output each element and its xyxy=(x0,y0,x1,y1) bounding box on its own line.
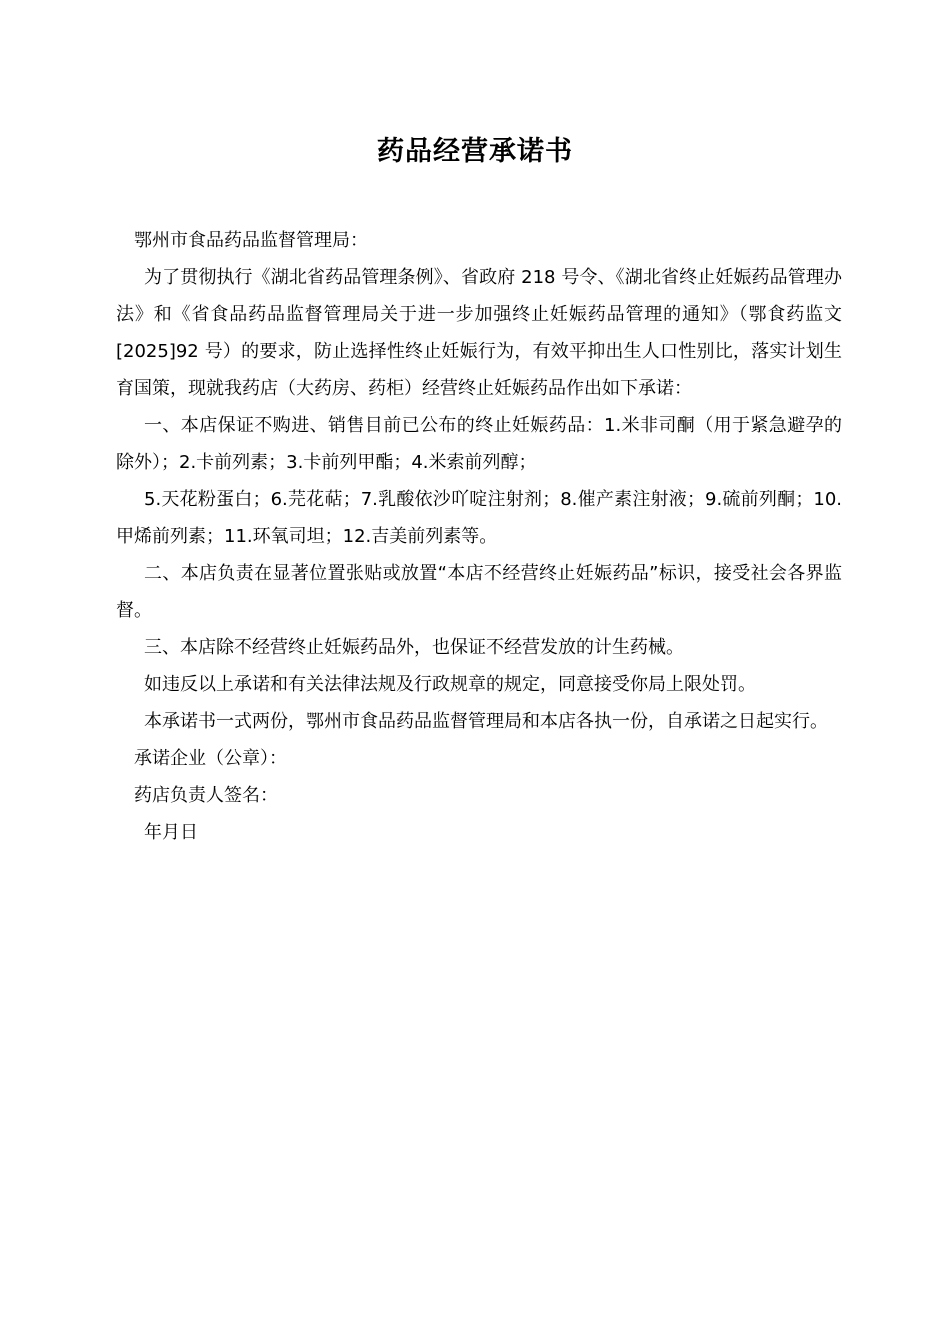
document-body xyxy=(116,222,842,851)
paragraph-item-one-continued: 5.天花粉蛋白；6.芫花萜；7.乳酸依沙吖啶注射剂；8.催产素注射液；9.硫前列酮；10.甲烯前列素；11.环氧司坦；12.吉美前列素等。 xyxy=(116,489,842,547)
paragraph-item-one: 一、本店保证不购进、销售目前已公布的终止妊娠药品：1.米非司酮（用于紧急避孕的除外）；2.卡前列素；3.卡前列甲酯；4.米索前列醇； xyxy=(116,415,842,473)
date-label: 年月日 xyxy=(144,822,198,843)
paragraph-violation: 如违反以上承诺和有关法律法规及行政规章的规定，同意接受你局上限处罚。 xyxy=(144,674,756,695)
manager-signature-label: 药店负责人签名： xyxy=(134,785,278,806)
paragraph-copies: 本承诺书一式两份，鄂州市食品药品监督管理局和本店各执一份，自承诺之日起实行。 xyxy=(144,711,828,732)
salutation: 鄂州市食品药品监督管理局： xyxy=(134,230,368,251)
document-title: 药品经营承诺书 xyxy=(377,136,573,167)
company-seal-label: 承诺企业（公章）： xyxy=(134,748,287,769)
paragraph-intro: 为了贯彻执行《湖北省药品管理条例》、省政府 218 号令、《湖北省终止妊娠药品管理办法》和《省食品药品监督管理局关于进一步加强终止妊娠药品管理的通知》（鄂食药监文[2025]92 号）的要求，防止选择性终止妊娠行为，有效平抑出生人口性别比，落实计划生育国策，现就我药店（大药房、药柜）经营终止妊娠药品作出如下承诺： xyxy=(116,267,842,399)
paragraph-item-two: 二、本店负责在显著位置张贴或放置“本店不经营终止妊娠药品”标识，接受社会各界监督。 xyxy=(116,563,842,621)
paragraph-item-three: 三、本店除不经营终止妊娠药品外，也保证不经营发放的计生药械。 xyxy=(144,637,684,658)
